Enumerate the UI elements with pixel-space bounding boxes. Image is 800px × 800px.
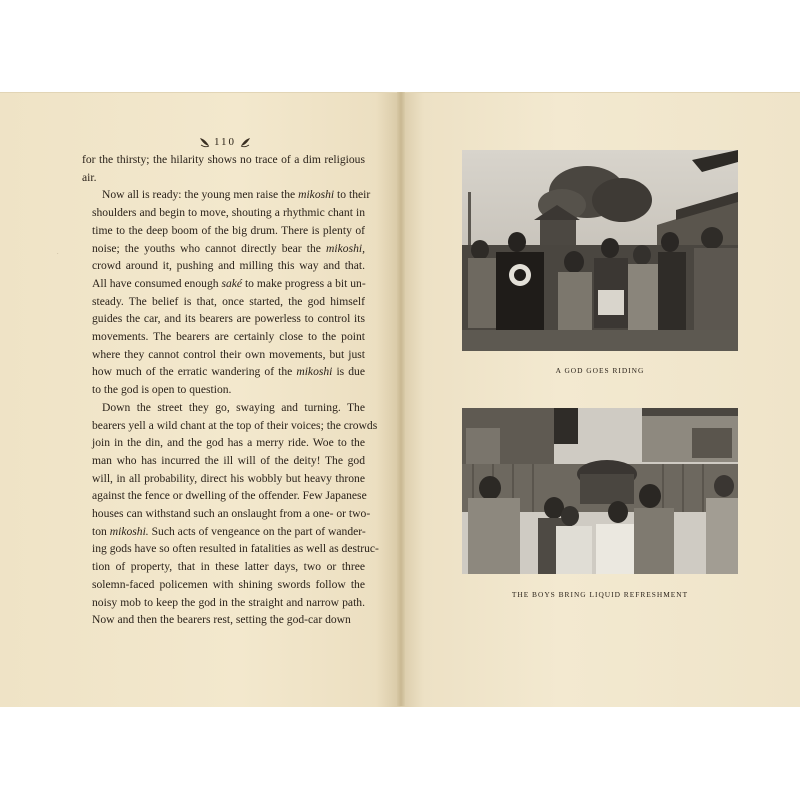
text-line bbox=[82, 346, 365, 364]
text-line bbox=[82, 523, 365, 541]
text-line bbox=[82, 222, 365, 240]
text-line bbox=[82, 275, 365, 293]
text-line bbox=[82, 363, 365, 381]
page-number: 110 bbox=[213, 136, 237, 148]
photo-caption: A GOD GOES RIDING bbox=[555, 366, 645, 375]
paragraph bbox=[82, 399, 379, 629]
book-gutter bbox=[397, 92, 405, 706]
text-segment: to make progress a bit un- bbox=[242, 276, 366, 290]
text-line bbox=[82, 186, 371, 204]
text-line bbox=[82, 576, 365, 594]
text-segment: solemn-faced policemen with shining swords follow the bbox=[92, 577, 365, 591]
text-line bbox=[82, 470, 365, 488]
boys-with-refreshment-photo bbox=[462, 408, 738, 574]
text-segment: crowd around it, pushing and milling this way and that. bbox=[92, 259, 365, 273]
text-line bbox=[82, 399, 365, 417]
text-segment: All have consumed enough bbox=[92, 276, 222, 290]
text-line bbox=[82, 594, 365, 612]
text-segment: Down the street they go, swaying and turning. The bbox=[102, 400, 365, 414]
text-segment: against the fence or dwelling of the offender. Few Japanese bbox=[92, 489, 367, 503]
italic-term: mikoshi bbox=[298, 188, 335, 202]
text-line bbox=[82, 257, 365, 275]
text-line bbox=[82, 417, 378, 435]
text-segment: Such acts of vengeance on the part of wander- bbox=[148, 524, 366, 538]
body-text bbox=[82, 151, 379, 629]
photo-boys-bring-refreshment bbox=[462, 408, 738, 574]
festival-procession-photo bbox=[462, 150, 738, 351]
text-segment: time to the deep boom of the big drum. There is plenty of bbox=[92, 223, 365, 237]
italic-term: saké bbox=[221, 276, 243, 290]
text-segment: guides the car, and its bearers are powerless to control its bbox=[92, 312, 365, 326]
text-line bbox=[82, 611, 365, 629]
text-segment: noise; the youths who cannot directly bear the bbox=[92, 241, 327, 255]
text-segment: join in the din, and the god has a merry ride. Woe to the bbox=[92, 436, 365, 450]
paragraph bbox=[82, 186, 371, 398]
text-line bbox=[82, 505, 371, 523]
text-line bbox=[82, 293, 365, 311]
italic-term: mikoshi, bbox=[326, 241, 365, 255]
text-line bbox=[82, 558, 365, 576]
text-line bbox=[82, 169, 365, 187]
text-line bbox=[82, 151, 365, 169]
text-line bbox=[82, 540, 379, 558]
margin-speck: · bbox=[57, 252, 59, 257]
text-segment: to the god is open to question. bbox=[92, 383, 232, 397]
text-segment: will, in all probability, direct his wobbly but heavy throne bbox=[92, 471, 365, 485]
text-segment: is due bbox=[332, 365, 365, 379]
text-segment: to their bbox=[334, 188, 371, 202]
text-line bbox=[82, 328, 365, 346]
text-segment: steady. The belief is that, once started, the god himself bbox=[92, 294, 365, 308]
text-segment: ing gods have so often resulted in fatalities as well as destruc- bbox=[92, 542, 379, 556]
italic-term: mikoshi. bbox=[109, 524, 149, 538]
paragraph bbox=[82, 151, 365, 186]
text-segment: bearers yell a wild chant at the top of their voices; the crowds bbox=[92, 418, 378, 432]
photo-god-goes-riding bbox=[462, 150, 738, 351]
text-segment: movements. The bearers are certainly close to the point bbox=[92, 330, 365, 344]
text-segment: for the thirsty; the hilarity shows no trace of a dim religious bbox=[82, 153, 365, 166]
text-line bbox=[82, 310, 365, 328]
text-segment: houses can withstand such an onslaught from a one- or two- bbox=[92, 507, 371, 521]
text-segment: where they cannot control their own movements, but just bbox=[92, 347, 365, 361]
leaf-ornament-left-icon bbox=[198, 136, 210, 148]
text-line bbox=[82, 204, 365, 222]
text-segment: shoulders and begin to move, shouting a rhythmic chant in bbox=[92, 206, 365, 220]
text-segment: ton bbox=[92, 524, 110, 538]
text-segment: Now and then the bearers rest, setting the god-car down bbox=[92, 613, 351, 627]
text-line bbox=[82, 240, 365, 258]
running-head bbox=[190, 133, 260, 151]
text-line bbox=[82, 434, 365, 452]
text-segment: man who has incurred the ill will of the deity! The god bbox=[92, 453, 365, 467]
text-line bbox=[82, 381, 365, 399]
text-segment: air. bbox=[82, 170, 97, 184]
text-line bbox=[82, 487, 365, 505]
text-segment: how much of the erratic wandering of the bbox=[92, 365, 297, 379]
italic-term: mikoshi bbox=[296, 365, 333, 379]
text-segment: noisy mob to keep the god in the straight and narrow path. bbox=[92, 595, 365, 609]
photo-caption: THE BOYS BRING LIQUID REFRESHMENT bbox=[511, 590, 689, 599]
text-segment: Now all is ready: the young men raise the bbox=[102, 188, 299, 202]
leaf-ornament-right-icon bbox=[240, 136, 252, 148]
text-line bbox=[82, 452, 365, 470]
text-segment: tion of property, that in these latter days, two or three bbox=[92, 560, 365, 574]
